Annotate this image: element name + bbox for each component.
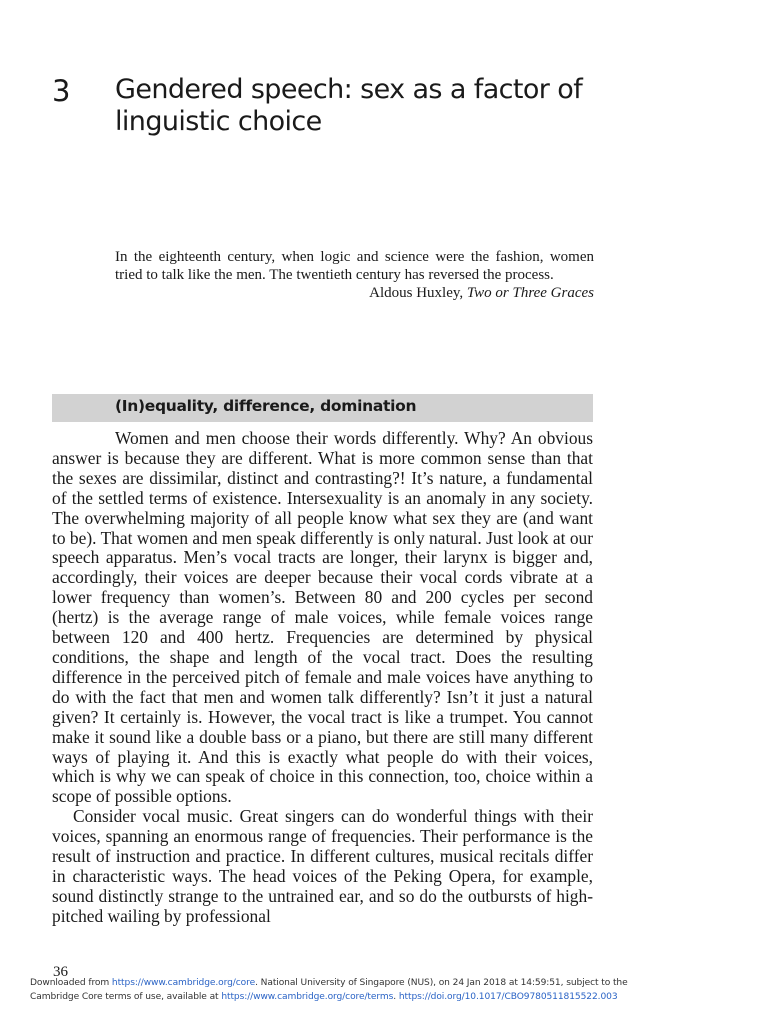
body-text <box>52 429 593 927</box>
page-number: 36 <box>53 964 68 980</box>
epigraph-source: Two or Three Graces <box>466 285 594 301</box>
download-footer <box>30 977 730 1004</box>
footer-terms-link[interactable]: https://www.cambridge.org/core/terms <box>221 991 394 1002</box>
body-paragraph-1: Women and men choose their words differently. Why? An obvious answer is because they are different. What is more common sense than that the sexes are dissimilar, distinct and contrasting?! It’s nature, a fundamental of the settled terms of existence. Intersexuality is an anomaly in any society. The overwhelming majority of all people know what sex they are (and want to be). That women and men speak differently is only natural. Just look at our speech apparatus. Men’s vocal tracts are longer, their larynx is bigger and, accordingly, their voices are deeper because their vocal cords vibrate at a lower frequency than women’s. Between 80 and 200 cycles per second (hertz) is the average range of male voices, while female voices range between 120 and 400 hertz. Frequencies are determined by physical conditions, the shape and length of the vocal tract. Does the resulting difference in the perceived pitch of female and male voices have anything to do with the fact that men and women talk differently? Isn’t it just a natural given? It certainly is. However, the vocal tract is like a trumpet. You cannot make it sound like a double bass or a piano, but there are still many different ways of playing it. And this is exactly what people do with their voices, which is why we can speak of choice in this connection, too, choice within a scope of possible options. <box>52 428 593 807</box>
footer-terms-label: Cambridge Core terms of use, available at <box>30 991 219 1002</box>
footer-line-2: Cambridge Core terms of use, available at https://www.cambridge.org/core/terms. https://doi.org/10.1017/CBO9780511815522.003 <box>30 991 618 1002</box>
footer-institution-text: . National University of Singapore (NUS), on 24 Jan 2018 at 14:59:51, subject to the <box>255 978 628 988</box>
epigraph <box>115 249 594 303</box>
section-heading: (In)equality, difference, domination <box>115 397 417 415</box>
section-heading-bar <box>52 394 593 422</box>
footer-downloaded-label: Downloaded from <box>30 978 110 988</box>
footer-core-link[interactable]: https://www.cambridge.org/core <box>111 978 256 988</box>
chapter-title: Gendered speech: sex as a factor of linguistic choice <box>115 74 583 137</box>
epigraph-attribution <box>115 285 594 303</box>
body-paragraph-2: Consider vocal music. Great singers can do wonderful things with their voices, spanning an enormous range of frequencies. Their performance is the result of instruction and practice. In different cultures, musical recitals differ in characteristic ways. The head voices of the Peking Opera, for example, sound distinctly strange to the untrained ear, and so do the outbursts of high-pitched wailing by professional <box>52 806 593 926</box>
epigraph-quote: In the eighteenth century, when logic and science were the fashion, women tried to talk like the men. The twentieth century has reversed the process. <box>115 249 594 283</box>
footer-doi-link[interactable]: https://doi.org/10.1017/CBO9780511815522.003 <box>398 991 618 1002</box>
chapter-number: 3 <box>52 74 70 108</box>
epigraph-author: Aldous Huxley, <box>369 285 464 301</box>
footer-line-1 <box>30 977 730 991</box>
